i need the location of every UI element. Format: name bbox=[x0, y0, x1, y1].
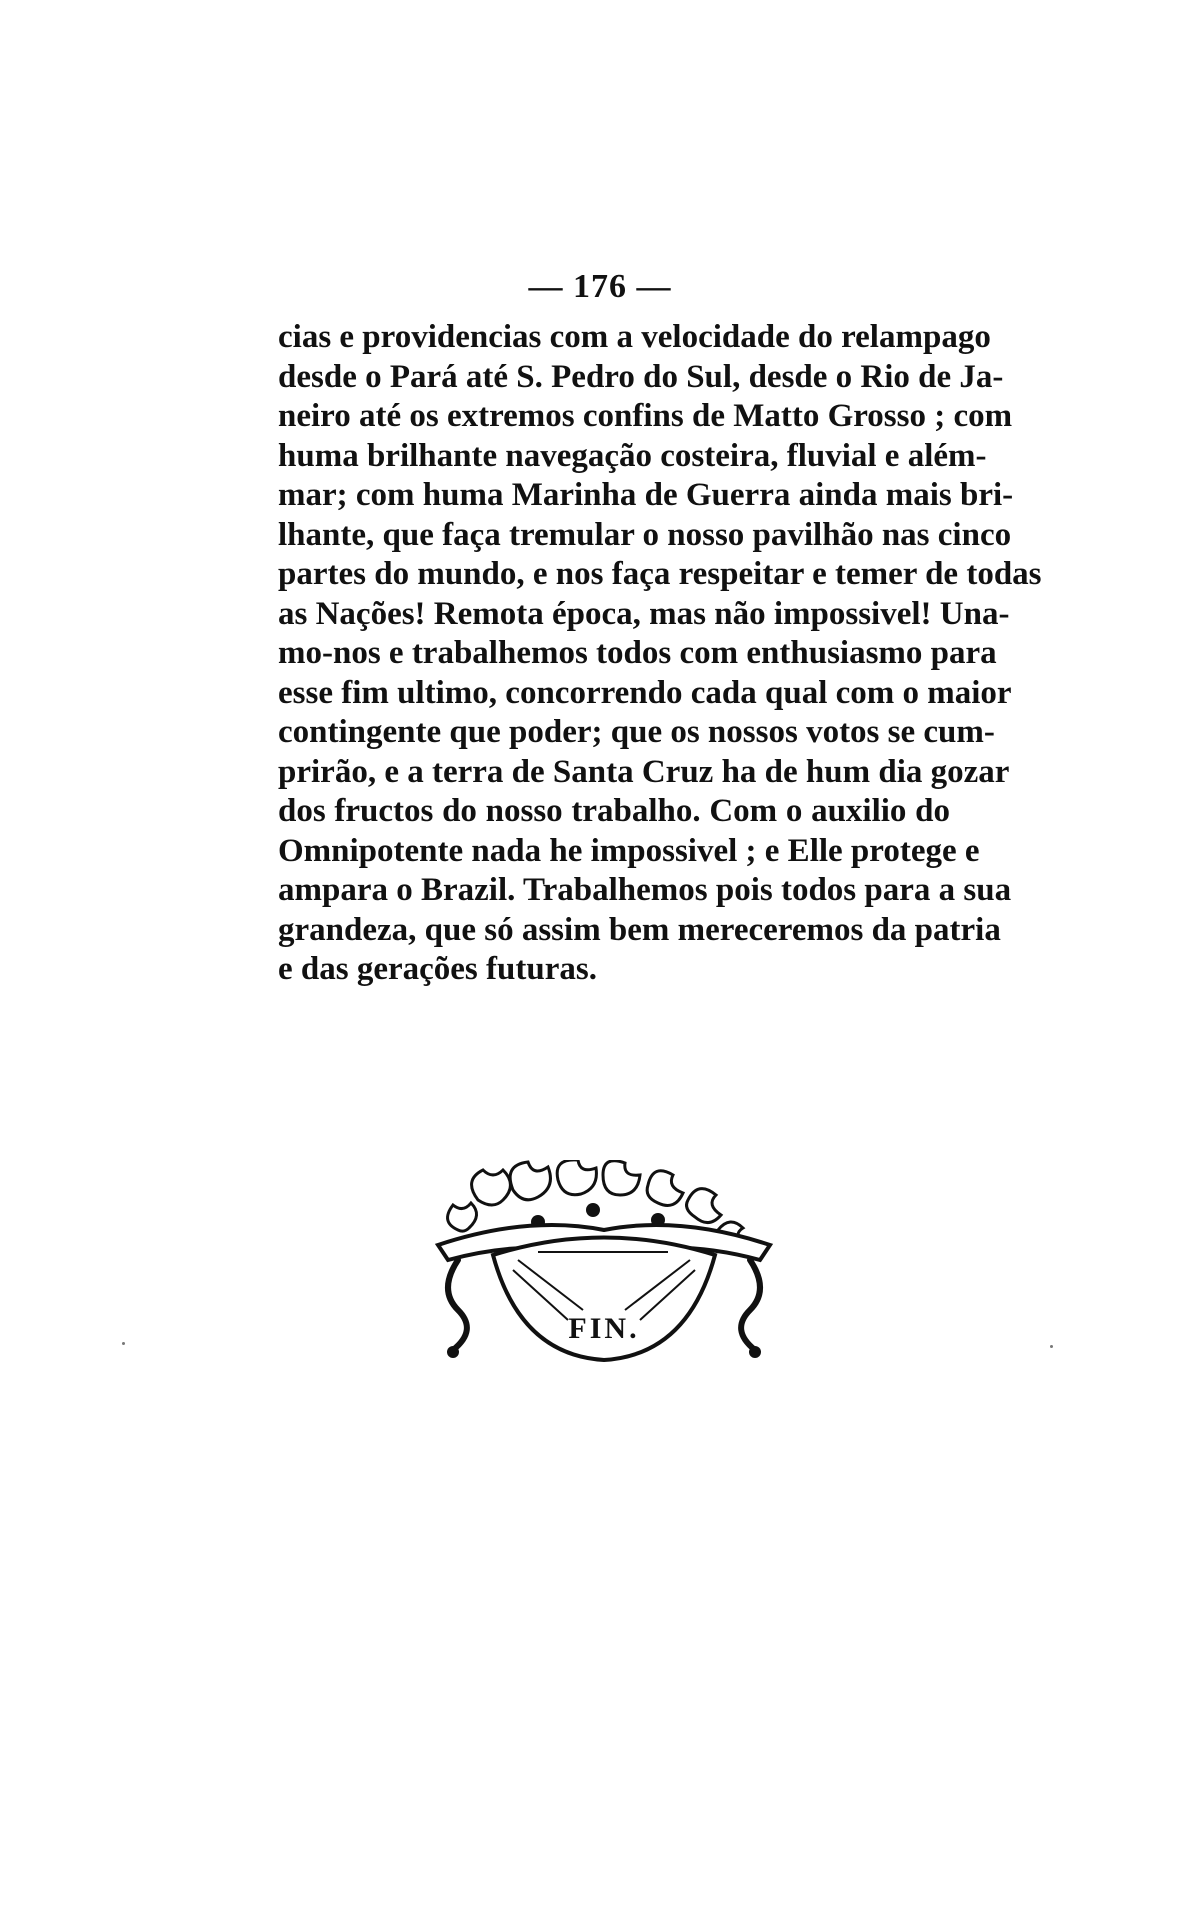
text-line: neiro até os extremos confins de Matto Grosso ; com bbox=[278, 398, 1013, 434]
body-text bbox=[278, 318, 1042, 990]
banner-ribbon bbox=[438, 1225, 770, 1360]
text-line: huma brilhante navegação costeira, fluvial e além- bbox=[278, 437, 987, 474]
page-number: — 176 — bbox=[528, 268, 672, 305]
speck bbox=[1050, 1345, 1053, 1348]
text-line: ampara o Brazil. Trabalhemos pois todos para a sua bbox=[278, 872, 1012, 908]
text-line: desde o Pará até S. Pedro do Sul, desde o Rio de Ja- bbox=[278, 358, 1004, 395]
text-line: lhante, que faça tremular o nosso pavilhão nas cinco bbox=[278, 516, 1012, 553]
text-line: Omnipotente nada he impossivel ; e Elle protege e bbox=[278, 832, 980, 869]
text-line: mo-nos e trabalhemos todos com enthusiasmo para bbox=[278, 635, 997, 671]
text-line: as Nações! Remota época, mas não impossivel! Una- bbox=[278, 595, 1010, 632]
text-line: e das gerações futuras. bbox=[278, 951, 597, 987]
text-line: grandeza, que só assim bem mereceremos da patria bbox=[278, 911, 1001, 948]
speck bbox=[122, 1342, 125, 1345]
text-line: esse fim ultimo, concorrendo cada qual com o maior bbox=[278, 674, 1012, 711]
text-line: prirão, e a terra de Santa Cruz ha de hum dia gozar bbox=[278, 753, 1010, 790]
fin-label: FIN. bbox=[568, 1312, 640, 1345]
fin-ornament bbox=[418, 1160, 790, 1370]
text-line: partes do mundo, e nos faça respeitar e temer de todas bbox=[278, 556, 1042, 592]
text-line: contingente que poder; que os nossos votos se cum- bbox=[278, 714, 995, 750]
text-line: cias e providencias com a velocidade do relampago bbox=[278, 319, 991, 355]
text-line: dos fructos do nosso trabalho. Com o auxilio do bbox=[278, 793, 950, 829]
text-line: mar; com huma Marinha de Guerra ainda mais bri- bbox=[278, 477, 1014, 513]
